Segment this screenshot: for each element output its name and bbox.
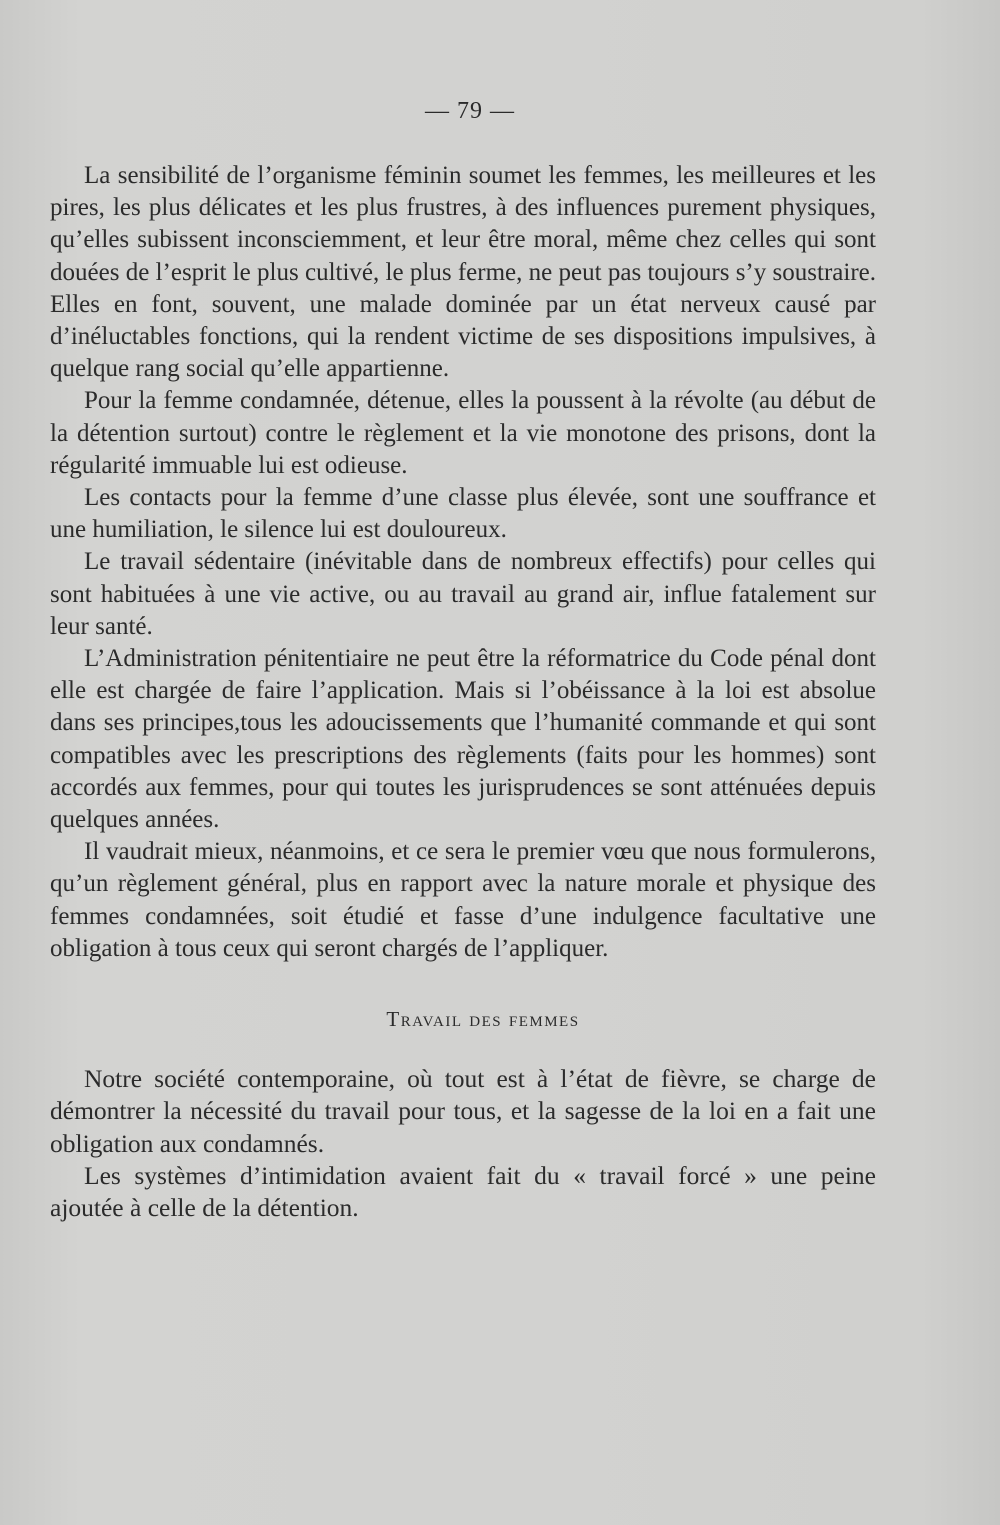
paragraph-4: Le travail sédentaire (inévitable dans de nombreux effectifs) pour celles qui sont habituées à une vie active, ou au travail au grand air, influe fatalement sur leur santé.	[50, 548, 876, 640]
paragraph-1: La sensibilité de l’organisme féminin soumet les femmes, les meilleures et les pires, les plus délicates et les plus frustres, à des influences purement physiques, qu’elles subissent inconsciemment, et leur être moral, même chez celles qui sont douées de l’esprit le plus cultivé, le plus ferme, ne peut pas toujours s’y soustraire. Elles en font, souvent, une malade dominée par un état nerveux causé par d’inéluctables fonctions, qui la rendent victime de ses dispositions impulsives, à quelque rang social qu’elle appartienne.	[50, 162, 876, 383]
section-paragraph-2: Les systèmes d’intimidation avaient fait du « travail forcé » une peine ajoutée à celle de la détention.	[50, 1160, 876, 1223]
paragraph-6: Il vaudrait mieux, néanmoins, et ce sera le premier vœu que nous formulerons, qu’un règlement général, plus en rapport avec la nature morale et physique des femmes condamnées, soit étudié et fasse d’une indulgence facultative une obligation à tous ceux qui seront chargés de l’appliquer.	[50, 838, 876, 962]
paragraph-3: Les contacts pour la femme d’une classe plus élevée, sont une souffrance et une humiliation, le silence lui est douloureux.	[50, 484, 876, 544]
body-text	[50, 160, 876, 1224]
page-number: — 79 —	[425, 98, 515, 124]
paragraph-5: L’Administration pénitentiaire ne peut être la réformatrice du Code pénal dont elle est chargée de faire l’application. Mais si l’obéissance à la loi est absolue dans ses principes,tous les adoucissements que l’humanité commande et qui sont compatibles avec les prescriptions des règlements (faits pour les hommes) sont accordés aux femmes, pour qui toutes les jurisprudences se sont atténuées depuis quelques années.	[50, 645, 876, 834]
paragraph-2: Pour la femme condamnée, détenue, elles la poussent à la révolte (au début de la détention surtout) contre le règlement et la vie monotone des prisons, dont la régularité immuable lui est odieuse.	[50, 387, 876, 479]
section-body	[50, 1063, 876, 1224]
section-heading: Travail des femmes	[386, 1007, 580, 1032]
section-paragraph-1: Notre société contemporaine, où tout est à l’état de fièvre, se charge de démontrer la nécessité du travail pour tous, et la sagesse de la loi en a fait une obligation aux condamnés.	[50, 1064, 876, 1158]
